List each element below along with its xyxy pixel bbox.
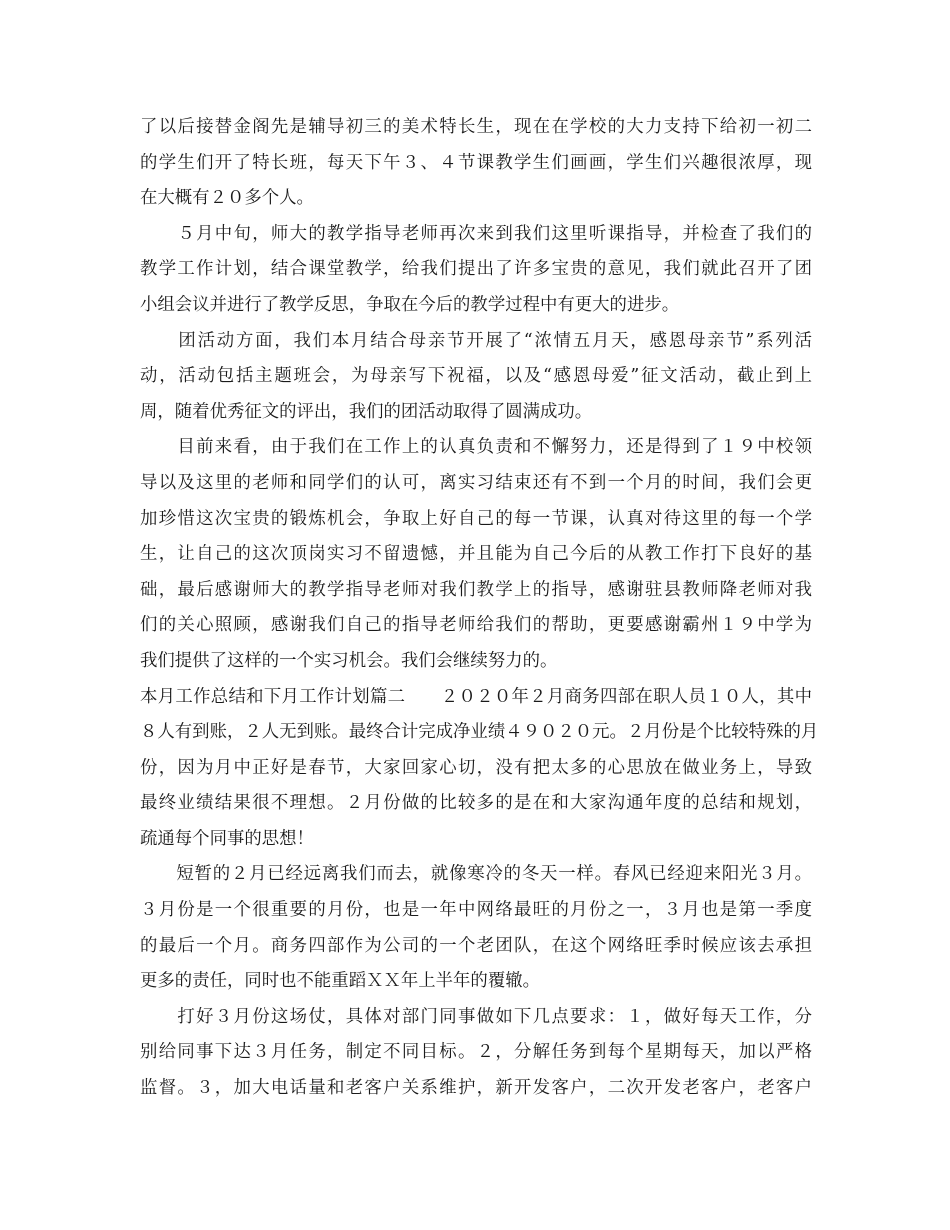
text-line: 生，让自己的这次顶岗实习不留遗憾，并且能为自己今后的从教工作打下良好的基 bbox=[140, 544, 812, 565]
text-line: 导以及这里的老师和同学们的认可，离实习结束还有不到一个月的时间，我们会更 bbox=[140, 472, 812, 493]
text-line: 动，活动包括主题班会，为母亲写下祝福，以及“感恩母爱”征文活动，截止到上 bbox=[140, 366, 812, 387]
text-line: 小组会议并进行了教学反思，争取在今后的教学过程中有更大的进步。 bbox=[140, 294, 680, 315]
text-line: 础，最后感谢师大的教学指导老师对我们教学上的指导，感谢驻县教师降老师对我 bbox=[140, 579, 812, 600]
text-line: 我们提供了这样的一个实习机会。我们会继续努力的。 bbox=[140, 650, 558, 671]
text-line: 的学生们开了特长班，每天下午３、４节课教学生们画画，学生们兴趣很浓厚，现 bbox=[140, 152, 812, 173]
text-line: 打好３月份这场仗，具体对部门同事做如下几点要求：１，做好每天工作，分 bbox=[140, 1006, 812, 1027]
text-line: 别给同事下达３月任务，制定不同目标。２，分解任务到每个星期每天，加以严格 bbox=[140, 1042, 812, 1063]
text-line: ３月份是一个很重要的月份，也是一年中网络最旺的月份之一，３月也是第一季度 bbox=[140, 900, 812, 921]
text-line: 在大概有２０多个人。 bbox=[140, 188, 314, 209]
text-line: 教学工作计划，结合课堂教学，给我们提出了许多宝贵的意见，我们就此召开了团 bbox=[140, 259, 812, 280]
text-line: 团活动方面，我们本月结合母亲节开展了“浓情五月天，感恩母亲节”系列活 bbox=[140, 330, 812, 351]
text-line: 加珍惜这次宝贵的锻炼机会，争取上好自己的每一节课，认真对待这里的每一个学 bbox=[140, 508, 812, 529]
document-body-text bbox=[140, 110, 819, 1107]
text-line: 最终业绩结果很不理想。２月份做的比较多的是在和大家沟通年度的总结和规划， bbox=[140, 793, 812, 814]
text-line: 周，随着优秀征文的评出，我们的团活动取得了圆满成功。 bbox=[140, 401, 593, 422]
text-line: 本月工作总结和下月工作计划篇二 ２０２０年２月商务四部在职人员１０人，其中 bbox=[140, 686, 812, 707]
text-line: 份，因为月中正好是春节，大家回家心切，没有把太多的心思放在做业务上，导致 bbox=[140, 757, 812, 778]
text-line: 了以后接替金阁先是辅导初三的美术特长生，现在在学校的大力支持下给初一初二 bbox=[140, 117, 812, 137]
text-line: 更多的责任，同时也不能重蹈ＸＸ年上半年的覆辙。 bbox=[140, 971, 540, 992]
text-line: 目前来看，由于我们在工作上的认真负责和不懈努力，还是得到了１９中校领 bbox=[140, 437, 812, 458]
text-line: ５月中旬，师大的教学指导老师再次来到我们这里听课指导，并检查了我们的 bbox=[140, 223, 812, 244]
text-line: ８人有到账，２人无到账。最终合计完成净业绩４９０２０元。２月份是个比较特殊的月 bbox=[140, 722, 819, 743]
text-line: 疏通每个同事的思想！ bbox=[140, 828, 314, 849]
text-line: 监督。３，加大电话量和老客户关系维护，新开发客户，二次开发老客户，老客户 bbox=[140, 1078, 812, 1099]
text-line: 们的关心照顾，感谢我们自己的指导老师给我们的帮助，更要感谢霸州１９中学为 bbox=[140, 615, 812, 636]
text-line: 短暂的２月已经远离我们而去，就像寒冷的冬天一样。春风已经迎来阳光３月。 bbox=[140, 864, 812, 885]
text-line: 的最后一个月。商务四部作为公司的一个老团队，在这个网络旺季时候应该去承担 bbox=[140, 935, 812, 956]
